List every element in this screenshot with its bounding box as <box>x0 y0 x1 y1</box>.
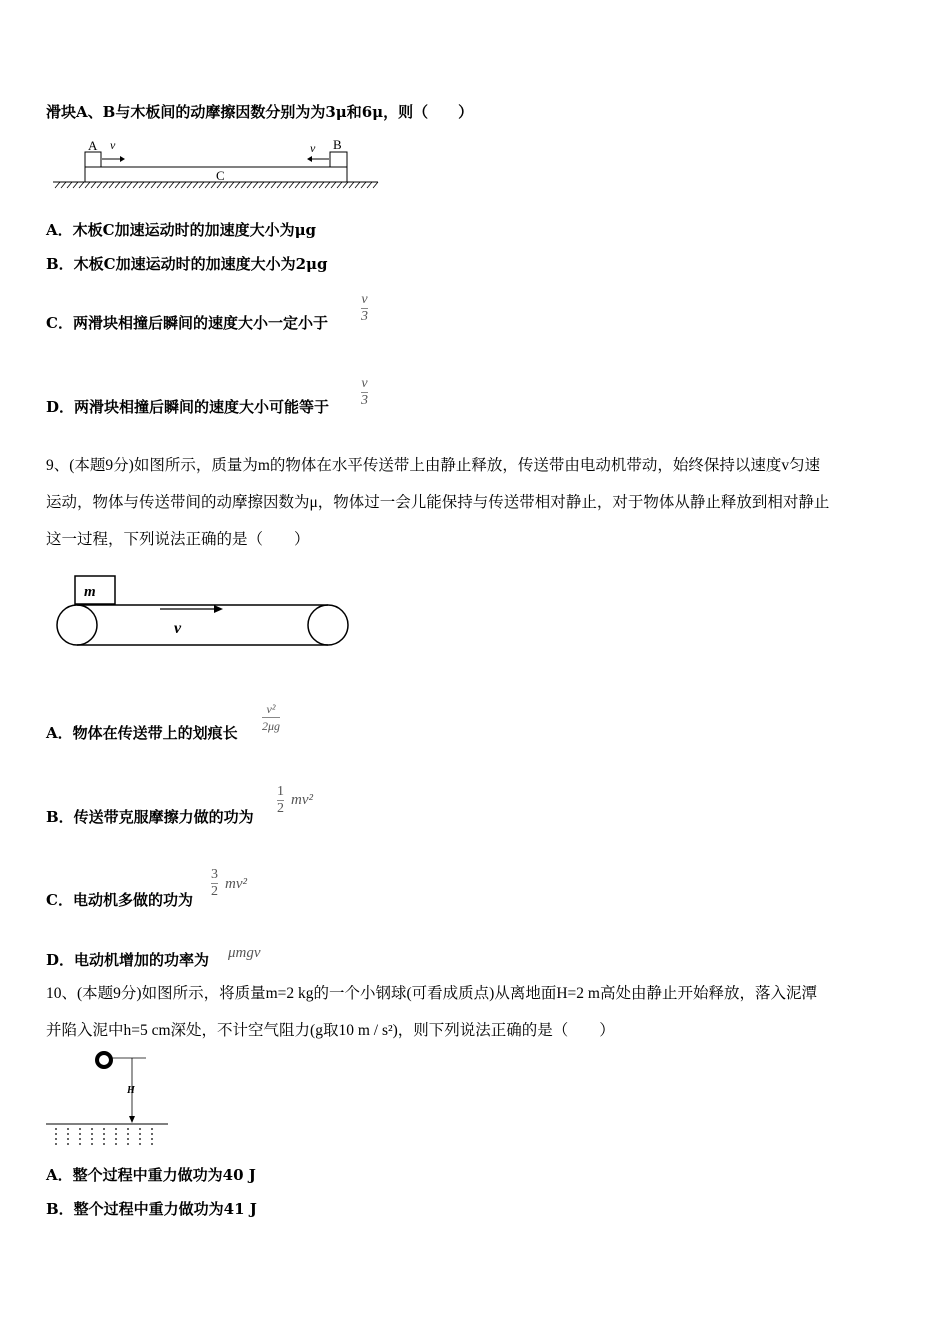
denominator: 3 <box>361 393 368 408</box>
q8-option-d: D．两滑块相撞后瞬间的速度大小可能等于 <box>46 398 330 416</box>
q8-option-b: B．木板C加速运动时的加速度大小为2μg <box>46 255 328 273</box>
q8-option-a: A．木板C加速运动时的加速度大小为μg <box>46 221 317 239</box>
numerator: v <box>361 292 368 307</box>
q9-option-a: A．物体在传送带上的划痕长 <box>46 724 238 742</box>
q9-option-c: C．电动机多做的功为 <box>46 891 193 909</box>
numerator: 3 <box>211 867 218 882</box>
label-v-a: v <box>110 138 116 152</box>
q9-b-fraction <box>277 784 284 817</box>
q10-option-a: A．整个过程中重力做功为40 J <box>46 1166 256 1184</box>
q10-option-b: B．整个过程中重力做功为41 J <box>46 1200 257 1218</box>
q9-figure-conveyor-belt <box>52 572 354 650</box>
q8-option-c: C．两滑块相撞后瞬间的速度大小一定小于 <box>46 314 328 332</box>
label-v-b: v <box>310 141 316 155</box>
label-c: C <box>216 168 225 183</box>
q9-a-fraction <box>262 701 280 734</box>
label-m: m <box>84 584 96 600</box>
q9-b-expression: mv² <box>291 792 313 808</box>
q10-line-1: 10、(本题9分)如图所示，将质量m=2 kg的一个小钢球(可看成质点)从离地面H=2 m高处由静止开始释放，落入泥潭 <box>46 985 817 1002</box>
q9-option-b: B．传送带克服摩擦力做的功为 <box>46 808 254 826</box>
q9-c-expression: mv² <box>225 876 247 892</box>
q8-c-fraction <box>361 292 368 325</box>
q8-d-fraction <box>361 376 368 409</box>
label-h: H <box>127 1085 135 1096</box>
q9-line-2: 运动，物体与传送带间的动摩擦因数为μ，物体过一会儿能保持与传送带相对静止，对于物体从静止释放到相对静止 <box>46 494 830 511</box>
numerator: v <box>361 376 368 391</box>
q8-figure-blocks-on-board <box>50 135 382 195</box>
q8-stem: 滑块A、B与木板间的动摩擦因数分别为为3μ和6μ，则（ ） <box>46 103 474 121</box>
q9-d-expression: μmgv <box>228 945 261 961</box>
denominator: 2 <box>211 884 218 899</box>
q10-figure-ball-drop <box>44 1048 172 1153</box>
label-v: v <box>174 620 182 637</box>
q10-line-2: 并陷入泥中h=5 cm深处，不计空气阻力(g取10 m / s²)，则下列说法正确的是（ ） <box>46 1022 615 1039</box>
label-b: B <box>333 137 342 152</box>
denominator: 3 <box>361 309 368 324</box>
q9-line-3: 这一过程，下列说法正确的是（ ） <box>46 531 310 548</box>
numerator: v² <box>266 702 276 716</box>
numerator: 1 <box>277 784 284 799</box>
q9-line-1: 9、(本题9分)如图所示，质量为m的物体在水平传送带上由静止释放，传送带由电动机带动，始终保持以速度v匀速 <box>46 457 821 474</box>
denominator: 2 <box>277 801 284 816</box>
denominator: 2μg <box>262 719 281 733</box>
label-a: A <box>88 138 98 153</box>
q9-option-d: D．电动机增加的功率为 <box>46 951 210 969</box>
q9-c-fraction <box>211 867 218 900</box>
